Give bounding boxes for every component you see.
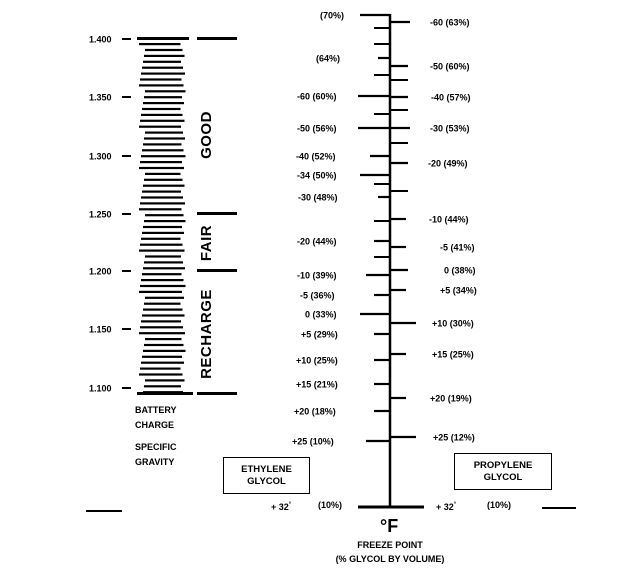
zone-fair-label: FAIR — [198, 224, 215, 262]
gravity-ladder-rung — [142, 232, 184, 234]
freeze-caption-line2: (% GLYCOL BY VOLUME) — [335, 554, 445, 564]
gravity-ladder-rung — [142, 314, 185, 316]
propylene-label: +15 (25%) — [432, 349, 474, 360]
battery-scale — [89, 35, 237, 468]
gravity-ladder-rung — [144, 96, 182, 98]
gravity-ladder-rung — [144, 55, 185, 57]
battery-caption-line4: GRAVITY — [135, 457, 175, 467]
gravity-ladder-rung — [141, 320, 181, 322]
propylene-label: +25 (12%) — [433, 432, 475, 443]
fahrenheit-unit: °F — [380, 516, 399, 536]
ethylene-labels — [292, 11, 344, 447]
gravity-ladder-rung — [141, 279, 184, 281]
gravity-ladder-rung — [141, 196, 183, 198]
battery-caption-line3: SPECIFIC — [135, 442, 177, 452]
gravity-ladder-rung — [139, 43, 181, 45]
ethylene-label: -40 (52%) — [296, 151, 336, 162]
gravity-ladder-rung — [143, 226, 182, 228]
gravity-ladder-rung — [142, 273, 182, 275]
propylene-title-line1: PROPYLENE — [473, 460, 533, 471]
gravity-ladder-rung — [145, 49, 183, 51]
gravity-ladder-rung — [145, 173, 181, 175]
gravity-tick-label: 1.200 — [89, 266, 112, 277]
freeze-caption-line1: FREEZE POINT — [357, 540, 423, 550]
ethylene-label: -10 (39%) — [297, 270, 337, 281]
propylene-label: -10 (44%) — [429, 214, 469, 225]
gravity-tick-label: 1.100 — [89, 383, 112, 394]
ethylene-label: 0 (33%) — [305, 309, 337, 320]
ethylene-label: (70%) — [320, 10, 345, 21]
propylene-bottom-value: + 32° — [436, 502, 457, 512]
gravity-ladder-rung — [141, 114, 183, 116]
zone-good-label: GOOD — [198, 111, 215, 159]
propylene-label: +5 (34%) — [440, 285, 477, 296]
gravity-tick-label: 1.250 — [89, 209, 112, 220]
gravity-ladder-rung — [139, 167, 184, 169]
battery-caption-line1: BATTERY — [135, 405, 177, 415]
gravity-ladder-rung — [140, 120, 185, 122]
propylene-bottom-pct: (10%) — [487, 500, 512, 510]
gravity-ladder-rung — [142, 108, 181, 110]
propylene-label: -60 (63%) — [430, 17, 470, 28]
gravity-ladder-rung — [140, 161, 182, 163]
gravity-ladder-rung — [140, 244, 183, 246]
propylene-label: -5 (41%) — [440, 242, 475, 253]
propylene-label: -20 (49%) — [428, 158, 468, 169]
propylene-title-line2: GLYCOL — [483, 472, 523, 483]
gravity-ladder-rung — [139, 250, 185, 252]
ethylene-label: -20 (44%) — [297, 236, 337, 247]
gravity-ladder-bottom — [137, 392, 193, 395]
gravity-ladder-rung — [139, 332, 185, 334]
gravity-ladder-rung — [139, 126, 181, 128]
gravity-tick-label: 1.400 — [89, 34, 112, 45]
gravity-ladder-rung — [143, 185, 185, 187]
gravity-ladder-rung — [143, 309, 183, 311]
ethylene-title-line2: GLYCOL — [247, 476, 286, 487]
gravity-tick-labels — [89, 35, 112, 394]
gravity-ladder-rung — [139, 373, 183, 375]
gravity-ladder-rung — [139, 208, 182, 210]
ethylene-label: +20 (18%) — [294, 406, 336, 417]
gravity-ladder-rung — [139, 291, 182, 293]
gravity-ladder-top — [137, 37, 189, 40]
gravity-ladder-rung — [142, 149, 184, 151]
battery-caption-line2: CHARGE — [135, 420, 175, 430]
gravity-ladder-rung — [141, 238, 181, 240]
gravity-ladder-rung — [143, 267, 185, 269]
gravity-ladder-rung — [141, 362, 184, 364]
ethylene-tick-marks — [358, 15, 390, 441]
gravity-ladder-rung — [144, 344, 184, 346]
gravity-ladder-rung — [141, 155, 186, 157]
gravity-tick-label: 1.300 — [89, 151, 112, 162]
gravity-ladder-rung — [145, 379, 185, 381]
gravity-ladder-rung — [140, 326, 183, 328]
gravity-ladder-rung — [143, 143, 182, 145]
zone-bar-fair-recharge — [197, 269, 237, 272]
gravity-tick-label: 1.350 — [89, 92, 112, 103]
gravity-ladder-rung — [144, 261, 183, 263]
gravity-ladder-rung — [144, 220, 186, 222]
gravity-ladder-rung — [144, 385, 181, 387]
propylene-label: +20 (19%) — [430, 393, 472, 404]
ethylene-label: +15 (21%) — [296, 379, 338, 390]
gravity-ladder-rung — [140, 78, 182, 80]
gravity-ladder-rung — [140, 202, 185, 204]
zone-bar-bottom — [197, 392, 237, 395]
propylene-label: -50 (60%) — [430, 61, 470, 72]
gravity-ladder-rung — [145, 132, 183, 134]
gravity-ladder — [137, 43, 193, 395]
gravity-ladder-rung — [139, 84, 184, 86]
gravity-ladder-rung — [143, 61, 181, 63]
ethylene-label: +10 (25%) — [296, 355, 338, 366]
gravity-ladder-rung — [144, 137, 185, 139]
gravity-tick-label: 1.150 — [89, 324, 112, 335]
ethylene-label: -34 (50%) — [297, 170, 337, 181]
gravity-ladder-rung — [145, 255, 181, 257]
gravity-ladder-rung — [145, 214, 184, 216]
propylene-glycol-box — [454, 453, 552, 490]
ethylene-label: +5 (29%) — [301, 329, 338, 340]
gravity-ladder-rung — [145, 297, 184, 299]
gravity-ladder-rung — [140, 368, 181, 370]
gravity-ladder-rung — [145, 338, 182, 340]
propylene-label: -30 (53%) — [430, 123, 470, 134]
ethylene-label: -60 (60%) — [297, 91, 337, 102]
ethylene-glycol-box — [223, 457, 310, 494]
ethylene-label: -5 (36%) — [300, 290, 335, 301]
zone-recharge-label: RECHARGE — [198, 289, 215, 379]
gravity-tick-marks — [122, 39, 131, 388]
ethylene-label: +25 (10%) — [292, 436, 334, 447]
ethylene-bottom-pct: (10%) — [318, 500, 343, 510]
ethylene-bottom-value: + 32° — [271, 502, 292, 512]
propylene-label: +10 (30%) — [432, 318, 474, 329]
zone-bar-top — [197, 37, 237, 40]
ethylene-label: -30 (48%) — [298, 192, 338, 203]
propylene-label: -40 (57%) — [431, 92, 471, 103]
propylene-tick-marks — [390, 22, 416, 437]
ethylene-label: (64%) — [316, 53, 341, 64]
gravity-ladder-rung — [143, 350, 186, 352]
gravity-ladder-rung — [140, 285, 186, 287]
gravity-ladder-rung — [144, 303, 181, 305]
zone-bar-good-fair — [197, 212, 237, 215]
gravity-ladder-rung — [145, 90, 186, 92]
gravity-ladder-rung — [142, 191, 181, 193]
propylene-labels — [428, 18, 477, 443]
ethylene-title-line1: ETHYLENE — [241, 464, 292, 475]
propylene-label: 0 (38%) — [444, 265, 476, 276]
gravity-ladder-rung — [142, 67, 183, 69]
ethylene-label: -50 (56%) — [297, 123, 337, 134]
gravity-ladder-rung — [142, 356, 182, 358]
gravity-ladder-rung — [144, 179, 183, 181]
gravity-ladder-rung — [141, 73, 185, 75]
gravity-ladder-rung — [143, 102, 184, 104]
